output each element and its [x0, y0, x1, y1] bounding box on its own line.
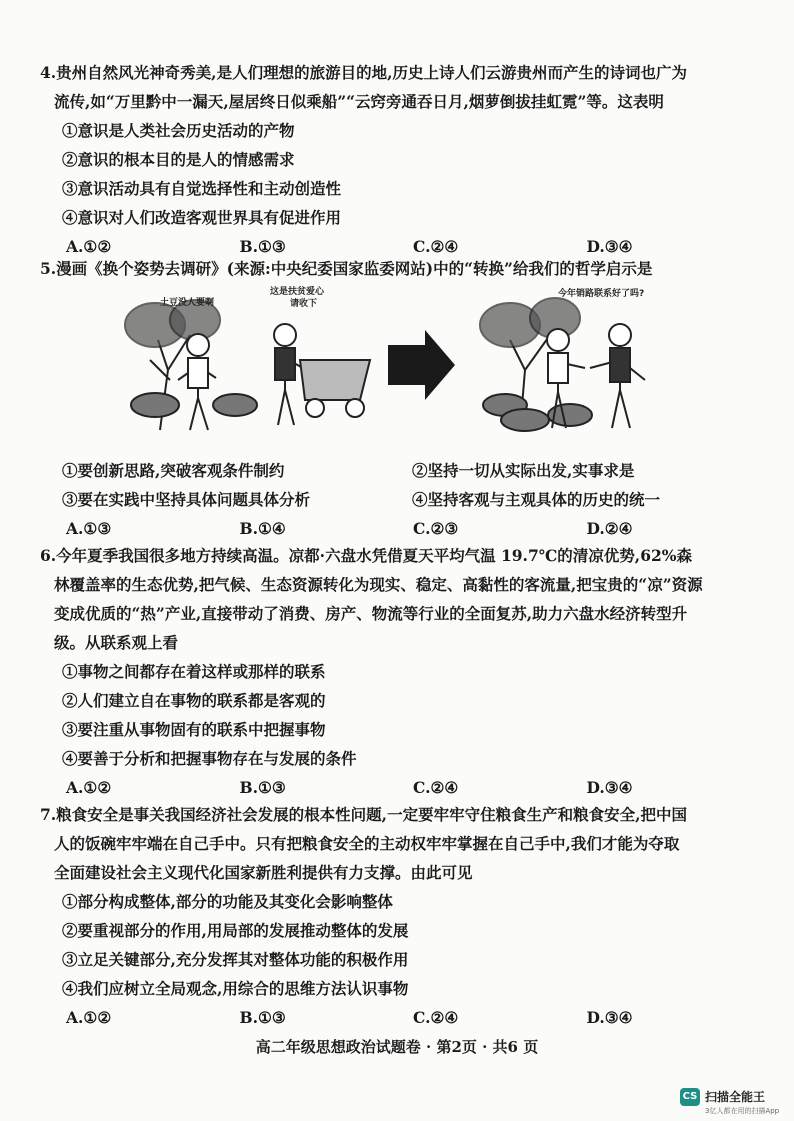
q7-option-1: ①部分构成整体,部分的功能及其变化会影响整体: [62, 892, 393, 911]
q5-option-1: ①要创新思路,突破客观条件制约: [62, 461, 285, 480]
q6-option-3: ③要注重从事物固有的联系中把握事物: [62, 720, 326, 739]
q4-option-3: ③意识活动具有自觉选择性和主动创造性: [62, 179, 342, 198]
bubble-right-cadre: 今年销路联系好了吗?: [558, 289, 645, 299]
q7-stem-line-2: 人的饭碗牢牢端在自己手中。只有把粮食安全的主动权牢牢掌握在自己手中,我们才能为夺取: [54, 834, 680, 853]
scanner-tagline: 3亿人都在用的扫描App: [705, 1107, 780, 1115]
q5-choice-b: B.①④: [239, 519, 286, 538]
q4-stem-line-2: 流传,如“万里黔中一漏天,屋居终日似乘船”“云窍旁通吞日月,烟萝倒拔挂虹霓”等。这表明: [54, 92, 664, 111]
q4-stem-line-1: 4.贵州自然风光神奇秀美,是人们理想的旅游目的地,历史上诗人们云游贵州而产生的诗词也广为: [40, 63, 687, 82]
question-4: [40, 58, 760, 261]
q4-choice-c: C.②④: [413, 237, 459, 256]
question-5-stem: [40, 254, 760, 283]
q6-option-2: ②人们建立自在事物的联系都是客观的: [62, 691, 326, 710]
left-cadre-with-cart: [274, 324, 370, 425]
cartoon-illustration: [120, 280, 680, 450]
q6-choice-a: A.①②: [66, 778, 112, 797]
q7-stem-line-3: 全面建设社会主义现代化国家新胜利提供有力支撑。由此可见: [54, 863, 473, 882]
transition-arrow: [388, 330, 455, 400]
bubble-left-cadre-2: 请收下: [290, 299, 318, 309]
left-farmer: [178, 334, 216, 430]
right-baskets: [483, 394, 592, 431]
q5-option-3: ③要在实践中坚持具体问题具体分析: [62, 490, 311, 509]
right-cadre: [590, 324, 645, 428]
q6-stem-line-3: 变成优质的“热”产业,直接带动了消费、房产、物流等行业的全面复苏,助力六盘水经济转型升: [54, 604, 688, 623]
q4-choice-a: A.①②: [66, 237, 112, 256]
q5-choice-a: A.①③: [66, 519, 112, 538]
q6-stem-line-1: 6.今年夏季我国很多地方持续高温。凉都·六盘水凭借夏天平均气温 19.7℃的清凉优势,62%森: [40, 546, 692, 565]
q4-option-1: ①意识是人类社会历史活动的产物: [62, 121, 295, 140]
q7-choice-c: C.②④: [413, 1008, 459, 1027]
question-5-options: [40, 456, 760, 543]
cs-logo-icon: CS: [680, 1088, 700, 1106]
q4-option-2: ②意识的根本目的是人的情感需求: [62, 150, 295, 169]
question-7: [40, 800, 760, 1032]
scanner-app-name: 扫描全能王: [705, 1090, 766, 1104]
q4-choice-d: D.③④: [586, 237, 633, 256]
q6-stem-line-4: 级。从联系观上看: [54, 633, 179, 652]
q6-choice-c: C.②④: [413, 778, 459, 797]
q5-stem: 5.漫画《换个姿势去调研》(来源:中央纪委国家监委网站)中的“转换”给我们的哲学启示是: [40, 259, 653, 278]
q6-option-4: ④要善于分析和把握事物存在与发展的条件: [62, 749, 357, 768]
q7-option-2: ②要重视部分的作用,用局部的发展推动整体的发展: [62, 921, 409, 940]
scanner-watermark: [680, 1088, 788, 1116]
question-6: [40, 541, 760, 802]
q4-choice-b: B.①③: [239, 237, 286, 256]
q6-stem-line-2: 林覆盖率的生态优势,把气候、生态资源转化为现实、稳定、高黏性的客流量,把宝贵的“凉”资源: [54, 575, 703, 594]
q7-stem-line-1: 7.粮食安全是事关我国经济社会发展的根本性问题,一定要牢牢守住粮食生产和粮食安全,把中国: [40, 805, 687, 824]
q4-option-4: ④意识对人们改造客观世界具有促进作用: [62, 208, 342, 227]
q7-option-4: ④我们应树立全局观念,用综合的思维方法认识事物: [62, 979, 409, 998]
q7-choice-a: A.①②: [66, 1008, 112, 1027]
q5-options-row-1: [40, 456, 760, 485]
q7-option-3: ③立足关键部分,充分发挥其对整体功能的积极作用: [62, 950, 409, 969]
q7-choices: [40, 1003, 760, 1032]
q7-choice-b: B.①③: [239, 1008, 286, 1027]
bubble-left-cadre-1: 这是扶贫爱心: [270, 287, 325, 297]
bubble-left-farmer: 土豆没人要啊: [160, 298, 215, 308]
q5-choice-c: C.②③: [413, 519, 459, 538]
q5-choice-d: D.②④: [586, 519, 633, 538]
q5-option-2: ②坚持一切从实际出发,实事求是: [412, 461, 635, 480]
page-footer: 高二年级思想政治试题卷 · 第2页 · 共6 页: [255, 1038, 539, 1056]
q7-choice-d: D.③④: [586, 1008, 633, 1027]
q6-choices: [40, 773, 760, 802]
q6-choice-b: B.①③: [239, 778, 286, 797]
q5-choices: [40, 514, 760, 543]
q6-choice-d: D.③④: [586, 778, 633, 797]
q5-option-4: ④坚持客观与主观具体的历史的统一: [412, 490, 661, 509]
q5-options-row-2: [40, 485, 760, 514]
q6-option-1: ①事物之间都存在着这样或那样的联系: [62, 662, 326, 681]
